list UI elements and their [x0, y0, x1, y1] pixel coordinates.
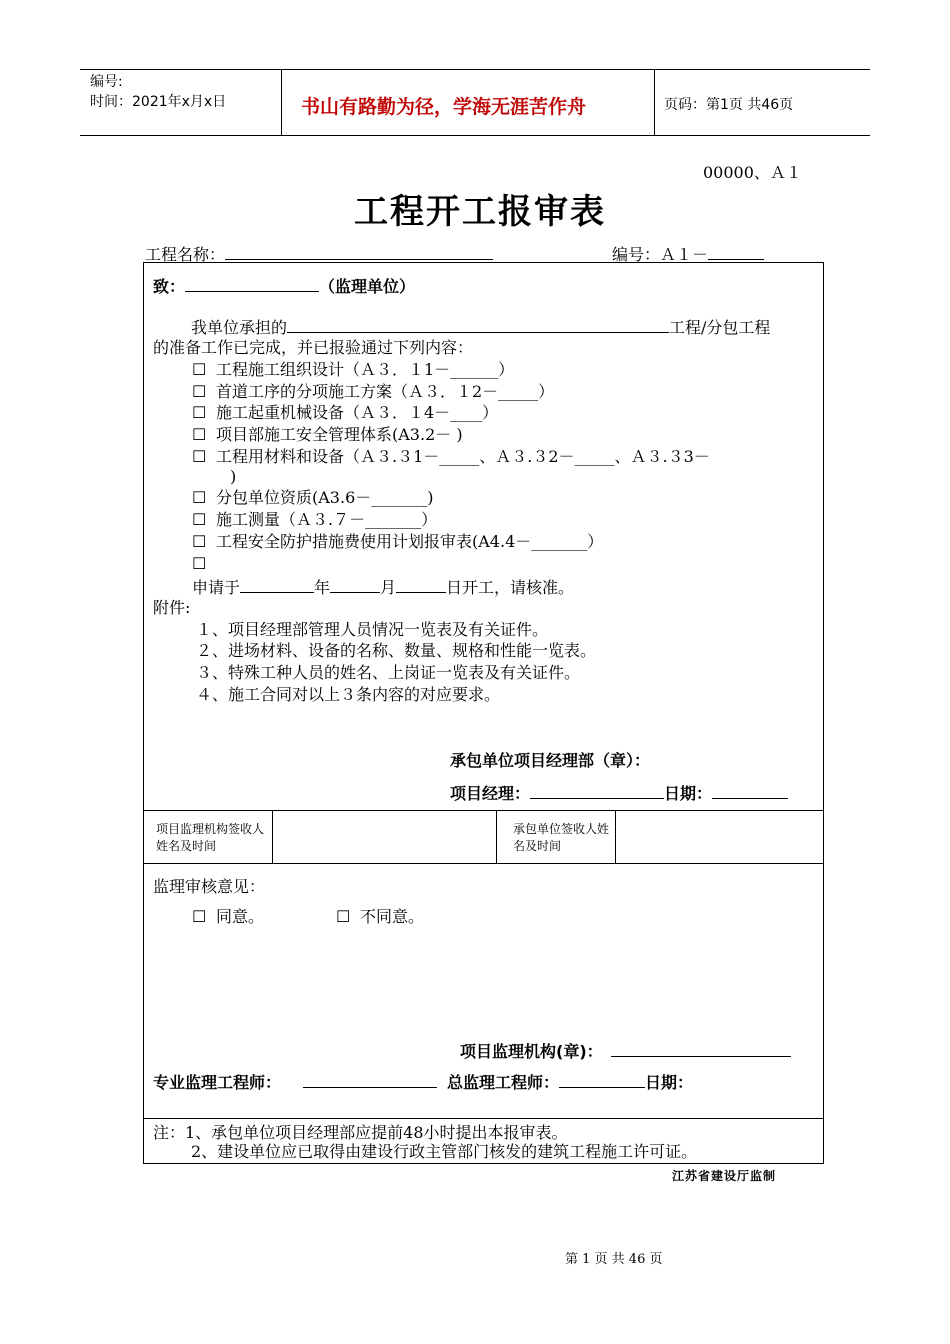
sup-sign-field[interactable]	[273, 811, 495, 863]
project-name-field[interactable]	[225, 243, 493, 260]
sup-org-field[interactable]	[611, 1040, 791, 1057]
doc-title: 工程开工报审表	[354, 192, 606, 232]
header-motto: 书山有路勤为径，学海无涯苦作舟	[301, 96, 587, 118]
attach-label: 附件:	[153, 598, 191, 617]
to-suffix: （监理单位）	[319, 277, 416, 296]
notes-bottom-rule	[143, 1163, 824, 1164]
header-divider	[654, 69, 655, 135]
checkbox-icon[interactable]: ☐	[192, 360, 207, 379]
note-1: 注：1、承包单位项目经理部应提前48小时提出本报审表。	[153, 1123, 568, 1142]
month-field[interactable]	[330, 576, 380, 593]
checklist-item[interactable]: ☐ 工程用材料和设备（Ａ３.３1－_____、Ａ３.３2－_____、Ａ３.３3－	[192, 447, 710, 466]
intro-row	[191, 316, 770, 338]
con-sign-field[interactable]	[616, 811, 822, 863]
checklist-item[interactable]: ☐ 施工起重机械设备（Ａ３．１4－____）	[192, 403, 499, 422]
cell-divider	[496, 810, 497, 864]
checklist-item[interactable]: ☐ 施工测量（Ａ３.７－_______）	[192, 510, 438, 529]
attachment-item: １、项目经理部管理人员情况一览表及有关证件。	[196, 620, 549, 639]
doc-number-label: 编号：Ａ１－	[612, 245, 709, 264]
checkbox-icon[interactable]: ☐	[192, 447, 207, 466]
pm-date-field[interactable]	[712, 782, 788, 799]
checklist-item[interactable]: ☐ 项目部施工安全管理体系(A3.2－ )	[192, 425, 463, 444]
intro-c: 的准备工作已完成，并已报验通过下列内容：	[153, 338, 474, 357]
pm-row: 项目经理： 日期：	[450, 782, 788, 804]
doc-code: 00000、Ａ１	[703, 163, 802, 182]
con-sign-label: 承包单位签收人姓名及时间	[513, 822, 610, 853]
checklist-item[interactable]: ☐ 首道工序的分项施工方案（Ａ３．１2－_____）	[192, 382, 555, 401]
checklist-item-empty[interactable]	[192, 554, 216, 574]
disagree-option[interactable]: ☐ 不同意。	[336, 907, 425, 926]
checkbox-icon[interactable]: ☐	[192, 382, 207, 401]
sup-sign-label: 项目监理机构签收人姓名及时间	[156, 822, 265, 853]
header-time-label: 时间：2021年x月x日	[90, 94, 227, 110]
project-field[interactable]	[287, 316, 669, 333]
checkbox-icon[interactable]: ☐	[192, 403, 207, 422]
header-bottom-rule	[80, 135, 870, 136]
checkbox-icon[interactable]: ☐	[192, 907, 207, 926]
engineers-row: 专业监理工程师： 总监理工程师： 日期：	[153, 1073, 694, 1092]
to-row	[153, 275, 415, 297]
year-field[interactable]	[240, 576, 314, 593]
header-divider	[281, 69, 282, 135]
intro-b: 工程/分包工程	[669, 318, 771, 337]
checkbox-icon[interactable]: ☐	[336, 907, 351, 926]
review-label: 监理审核意见：	[153, 877, 266, 896]
attachment-item: ３、特殊工种人员的姓名、上岗证一览表及有关证件。	[196, 663, 581, 682]
header-page-label: 页码：第1页 共46页	[664, 97, 794, 113]
apply-row: 申请于 年 月 日开工，请核准。	[192, 578, 575, 597]
intro-a: 我单位承担的	[191, 318, 288, 337]
attachment-item: ２、进场材料、设备的名称、数量、规格和性能一览表。	[196, 641, 597, 660]
issuer-label: 江苏省建设厅监制	[672, 1169, 777, 1183]
checklist-item[interactable]: ☐ 工程安全防护措施费使用计划报审表(A4.4－_______）	[192, 532, 604, 551]
header-top-rule	[80, 69, 870, 70]
attachment-item: ４、施工合同对以上３条内容的对应要求。	[196, 685, 501, 704]
checkbox-icon[interactable]: ☐	[192, 488, 207, 507]
project-name-label: 工程名称：	[145, 245, 226, 264]
checkbox-icon[interactable]: ☐	[192, 554, 207, 573]
note-2: 2、建设单位应已取得由建设行政主管部门核发的建筑工程施工许可证。	[191, 1142, 698, 1161]
header-number-label: 编号:	[90, 74, 123, 90]
supervisor-unit-field[interactable]	[185, 275, 319, 292]
chief-engineer-field[interactable]	[559, 1071, 645, 1088]
checklist-item[interactable]: ☐ 分包单位资质(A3.6－_______)	[192, 488, 434, 507]
checkbox-icon[interactable]: ☐	[192, 425, 207, 444]
checkbox-icon[interactable]: ☐	[192, 510, 207, 529]
checklist-item[interactable]: ☐ 工程施工组织设计（Ａ３．１1－______）	[192, 360, 515, 379]
checkbox-icon[interactable]: ☐	[192, 532, 207, 551]
footer-page: 第 1 页 共 46 页	[565, 1252, 663, 1267]
pm-field[interactable]	[530, 782, 664, 799]
day-field[interactable]	[396, 576, 446, 593]
agree-option[interactable]: ☐ 同意。	[192, 907, 265, 926]
contractor-dept: 承包单位项目经理部（章）：	[450, 751, 651, 770]
sup-org-row: 项目监理机构(章)：	[460, 1040, 791, 1062]
spec-engineer-field[interactable]	[303, 1071, 437, 1088]
doc-number-field[interactable]	[708, 243, 764, 260]
checklist-wrap: )	[230, 467, 237, 486]
to-label: 致：	[153, 277, 186, 296]
